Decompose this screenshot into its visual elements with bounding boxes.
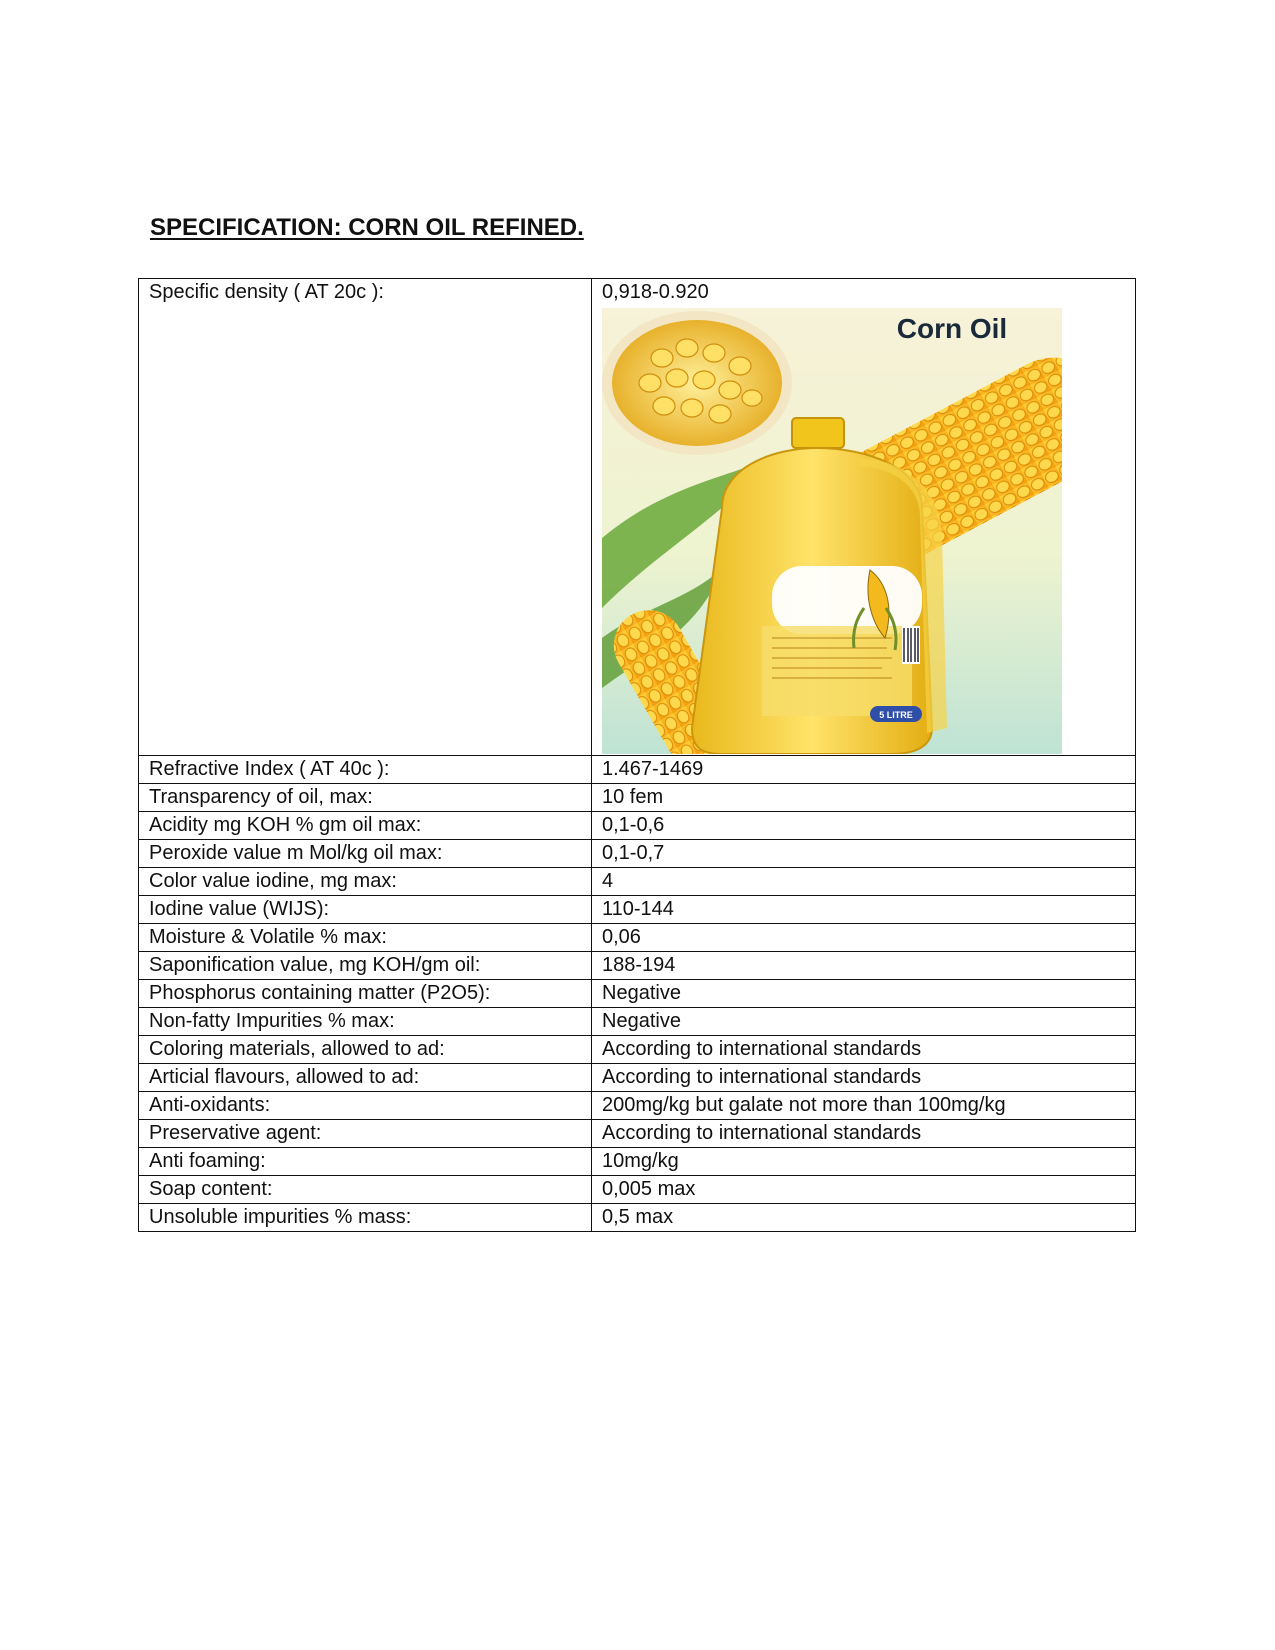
spec-table bbox=[138, 278, 1136, 1232]
table-row bbox=[139, 1148, 1136, 1176]
table-row bbox=[139, 812, 1136, 840]
spec-value: Negative bbox=[592, 1008, 1136, 1036]
spec-label: Color value iodine, mg max: bbox=[139, 868, 592, 896]
spec-value: According to international standards bbox=[592, 1120, 1136, 1148]
spec-value: 0,06 bbox=[592, 924, 1136, 952]
table-row bbox=[139, 756, 1136, 784]
spec-label: Saponification value, mg KOH/gm oil: bbox=[139, 952, 592, 980]
spec-value: 0,5 max bbox=[592, 1204, 1136, 1232]
table-row bbox=[139, 924, 1136, 952]
spec-value: 0,918-0.920 bbox=[602, 281, 709, 303]
table-row bbox=[139, 1092, 1136, 1120]
spec-label: Articial flavours, allowed to ad: bbox=[139, 1064, 592, 1092]
spec-value: 10mg/kg bbox=[592, 1148, 1136, 1176]
spec-value: 1.467-1469 bbox=[592, 756, 1136, 784]
table-row bbox=[139, 1176, 1136, 1204]
spec-value: According to international standards bbox=[592, 1064, 1136, 1092]
spec-label: Moisture & Volatile % max: bbox=[139, 924, 592, 952]
spec-value: 0,005 max bbox=[592, 1176, 1136, 1204]
table-row bbox=[139, 784, 1136, 812]
spec-value: 188-194 bbox=[592, 952, 1136, 980]
spec-label: Soap content: bbox=[139, 1176, 592, 1204]
spec-value-cell bbox=[592, 279, 1136, 756]
spec-label: Acidity mg KOH % gm oil max: bbox=[139, 812, 592, 840]
table-row bbox=[139, 952, 1136, 980]
table-row bbox=[139, 1204, 1136, 1232]
table-row bbox=[139, 896, 1136, 924]
bottle-label-text: 5 LITRE bbox=[879, 710, 913, 720]
spec-value: 10 fem bbox=[592, 784, 1136, 812]
spec-label: Anti-oxidants: bbox=[139, 1092, 592, 1120]
spec-label: Specific density ( AT 20c ): bbox=[139, 279, 592, 756]
spec-label: Coloring materials, allowed to ad: bbox=[139, 1036, 592, 1064]
table-row bbox=[139, 279, 1136, 756]
spec-label: Iodine value (WIJS): bbox=[139, 896, 592, 924]
spec-label: Preservative agent: bbox=[139, 1120, 592, 1148]
spec-label: Refractive Index ( AT 40c ): bbox=[139, 756, 592, 784]
spec-label: Transparency of oil, max: bbox=[139, 784, 592, 812]
spec-value: 0,1-0,7 bbox=[592, 840, 1136, 868]
table-row bbox=[139, 840, 1136, 868]
table-row bbox=[139, 1036, 1136, 1064]
spec-value: 0,1-0,6 bbox=[592, 812, 1136, 840]
table-row bbox=[139, 1008, 1136, 1036]
spec-value: 110-144 bbox=[592, 896, 1136, 924]
corn-oil-product-image bbox=[602, 308, 1062, 754]
spec-label: Phosphorus containing matter (P2O5): bbox=[139, 980, 592, 1008]
spec-label: Unsoluble impurities % mass: bbox=[139, 1204, 592, 1232]
document-title: SPECIFICATION: CORN OIL REFINED. bbox=[150, 214, 584, 241]
spec-value: 4 bbox=[592, 868, 1136, 896]
brand-text: Corn Oil bbox=[896, 313, 1008, 344]
table-row bbox=[139, 980, 1136, 1008]
spec-value: Negative bbox=[592, 980, 1136, 1008]
table-row bbox=[139, 1064, 1136, 1092]
spec-value: 200mg/kg but galate not more than 100mg/kg bbox=[592, 1092, 1136, 1120]
spec-label: Non-fatty Impurities % max: bbox=[139, 1008, 592, 1036]
spec-label: Peroxide value m Mol/kg oil max: bbox=[139, 840, 592, 868]
table-row bbox=[139, 868, 1136, 896]
spec-label: Anti foaming: bbox=[139, 1148, 592, 1176]
spec-value: According to international standards bbox=[592, 1036, 1136, 1064]
table-row bbox=[139, 1120, 1136, 1148]
